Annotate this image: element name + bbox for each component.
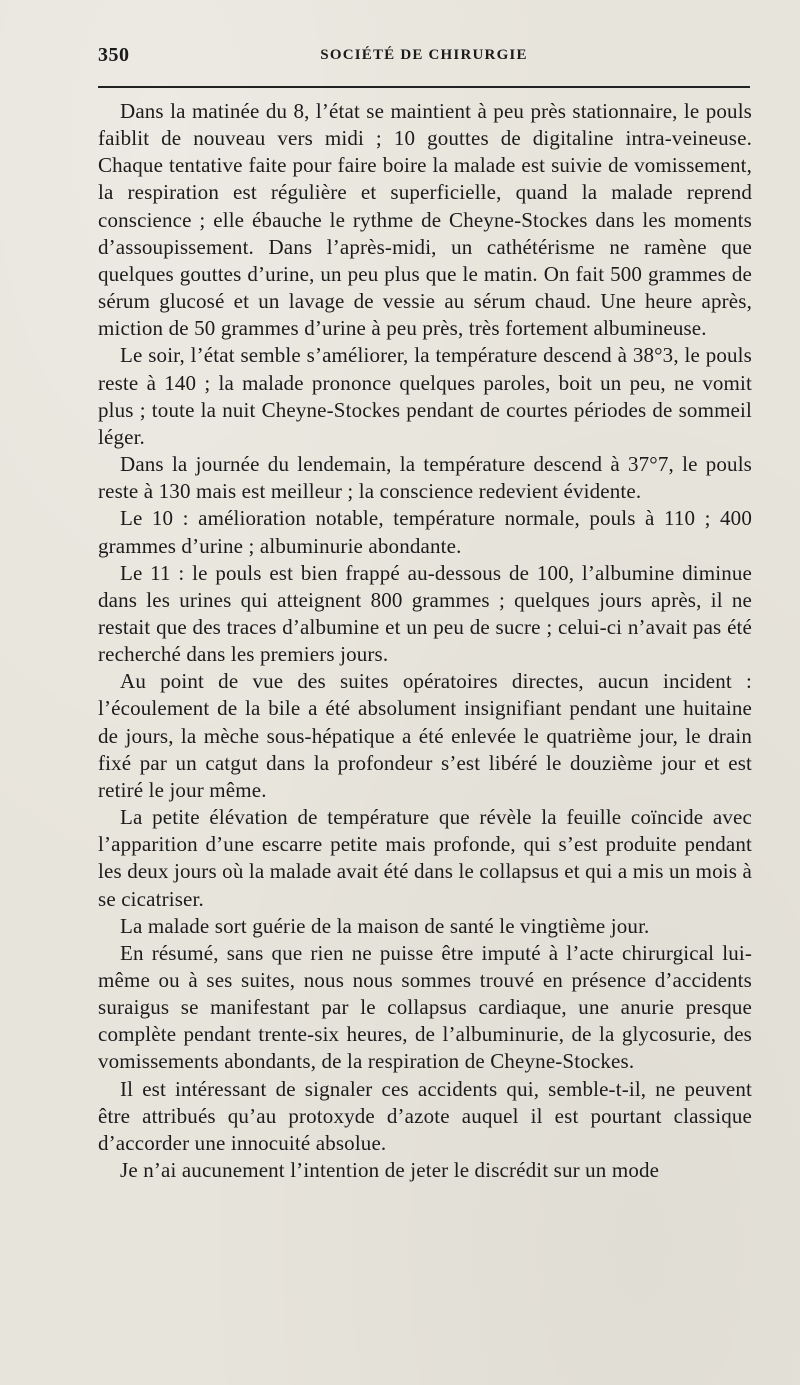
page-number: 350 bbox=[98, 44, 130, 66]
paragraph: Le soir, l’état semble s’améliorer, la température descend à 38°3, le pouls reste à 140 ; la malade prononce quelques paroles, boit un peu, ne vomit plus ; toute la nuit Cheyne-Stockes pendant de courtes périodes de sommeil léger. bbox=[98, 343, 752, 449]
paragraph: Le 10 : amélioration notable, température normale, pouls à 110 ; 400 grammes d’urine ; albuminurie abondante. bbox=[98, 506, 752, 558]
paragraph: Au point de vue des suites opératoires directes, aucun incident : l’écoulement de la bile a été absolument insignifiant pendant une huitaine de jours, la mèche sous-hépatique a été enlevée le quatrième jour, le drain fixé par un catgut dans la profondeur s’est libéré le douzième jour et est retiré le jour même. bbox=[98, 669, 752, 802]
paragraph: Il est intéressant de signaler ces accidents qui, semble-t-il, ne peuvent être attribués qu’au protoxyde d’azote auquel il est pourtant classique d’accorder une innocuité absolue. bbox=[98, 1076, 752, 1155]
running-title: SOCIÉTÉ DE CHIRURGIE bbox=[320, 47, 528, 63]
paragraph: La malade sort guérie de la maison de santé le vingtième jour. bbox=[120, 913, 650, 938]
paragraph: La petite élévation de température que révèle la feuille coïncide avec l’apparition d’une escarre petite mais profonde, qui s’est produite pendant les deux jours où la malade avait été dans le collapsus et qui a mis un mois à se cicatriser. bbox=[98, 805, 752, 911]
body-text bbox=[98, 98, 752, 1184]
paragraph: Je n’ai aucunement l’intention de jeter le discrédit sur un mode bbox=[120, 1158, 660, 1183]
paragraph: Dans la matinée du 8, l’état se maintient à peu près stationnaire, le pouls faiblit de nouveau vers midi ; 10 gouttes de digitaline intra-veineuse. Chaque tentative faite pour faire boire la malade est suivie de vomissement, la respiration est régulière et superficielle, quand la malade reprend conscience ; elle ébauche le rythme de Cheyne-Stockes dans les moments d’assoupissement. Dans l’après-midi, un cathétérisme ne ramène que quelques gouttes d’urine, un peu plus que le matin. On fait 500 grammes de sérum glucosé et un lavage de vessie au sérum chaud. Une heure après, miction de 50 grammes d’urine à peu près, très fortement albumineuse. bbox=[98, 99, 752, 341]
paragraph: Le 11 : le pouls est bien frappé au-dessous de 100, l’albumine diminue dans les urines qui atteignent 800 grammes ; quelques jours après, il ne restait que des traces d’albumine et un peu de sucre ; celui-ci n’avait pas été recherché dans les premiers jours. bbox=[98, 560, 752, 667]
header-rule bbox=[98, 86, 750, 88]
page-header bbox=[98, 44, 750, 74]
paragraph: En résumé, sans que rien ne puisse être imputé à l’acte chirurgical lui-même ou à ses suites, nous nous sommes trouvé en présence d’accidents suraigus se manifestant par le collapsus cardiaque, une anurie presque complète pendant trente-six heures, de l’albuminurie, de la glycosurie, des vomissements abondants, de la respiration de Cheyne-Stockes. bbox=[98, 940, 752, 1074]
paragraph: Dans la journée du lendemain, la température descend à 37°7, le pouls reste à 130 mais est meilleur ; la conscience redevient évidente. bbox=[98, 452, 752, 504]
